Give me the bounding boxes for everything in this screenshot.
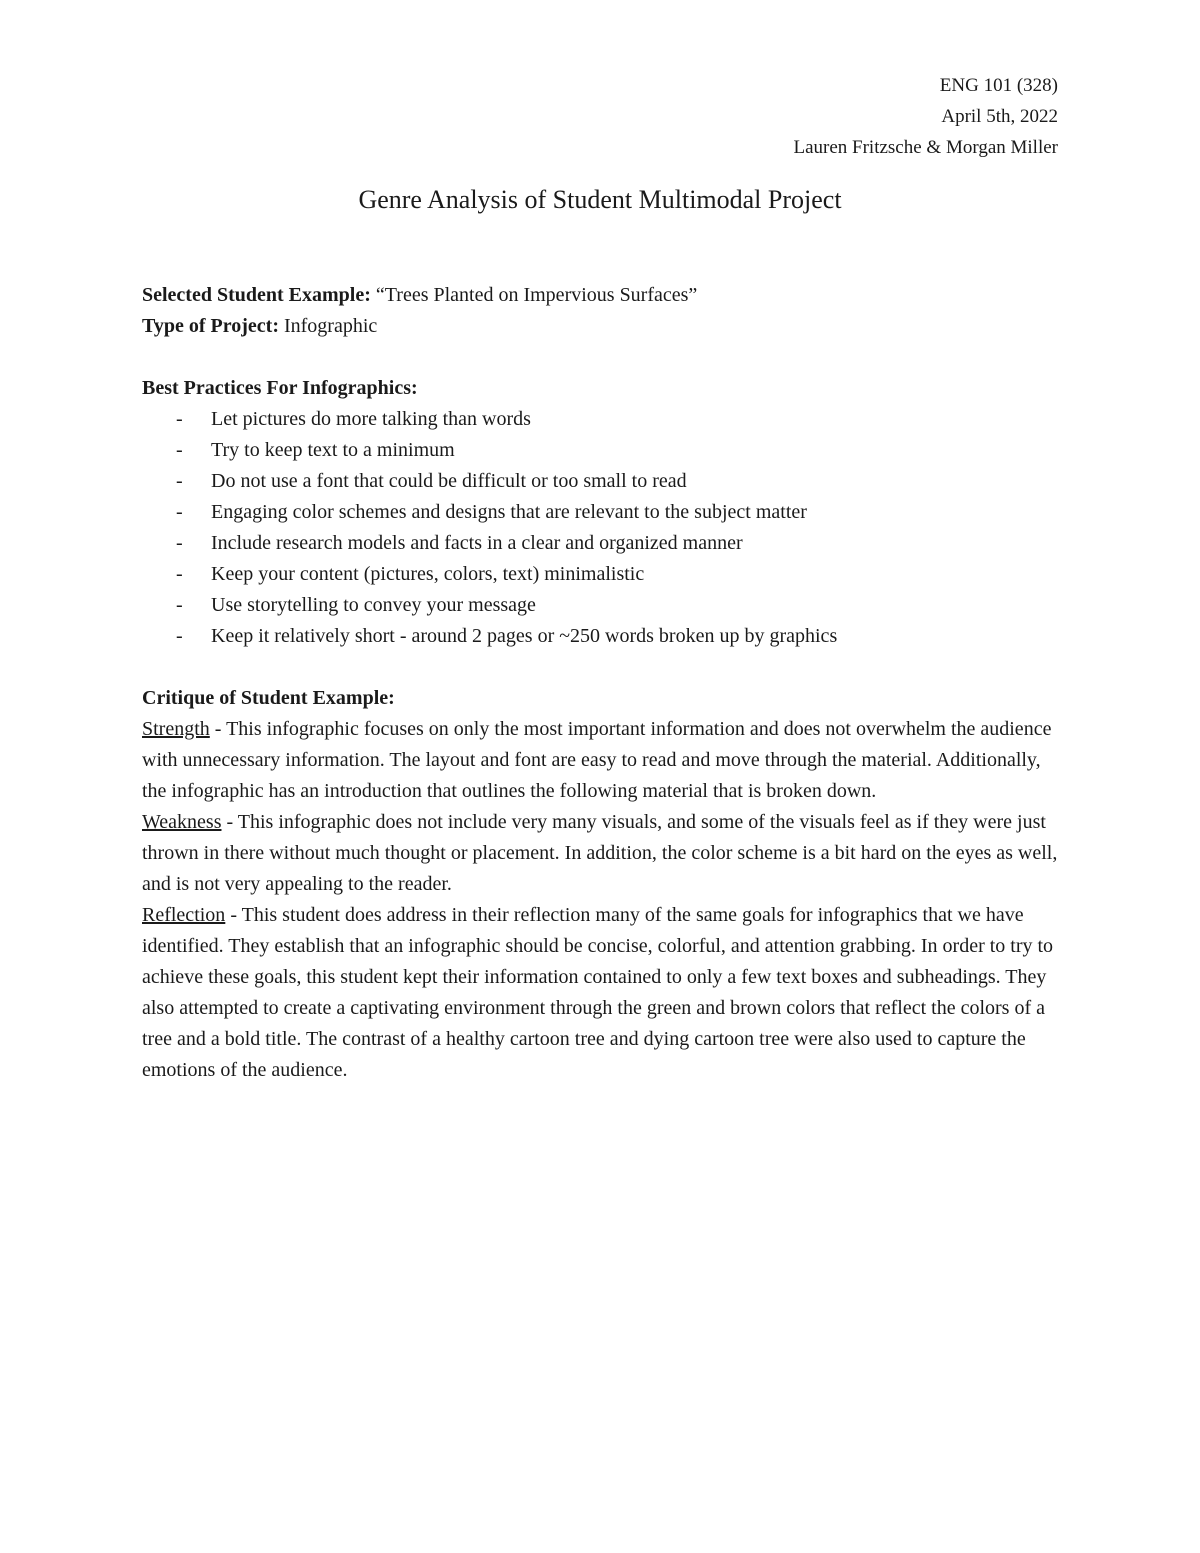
bullet-dash: -	[176, 408, 183, 430]
strength-label: Strength	[142, 718, 210, 740]
best-practices-heading	[142, 373, 1062, 404]
list-item	[176, 621, 1062, 652]
weakness-label: Weakness	[142, 811, 222, 833]
best-practices-heading-text: Best Practices For Infographics:	[142, 377, 418, 399]
critique-heading	[142, 683, 1062, 714]
list-item-text: Engaging color schemes and designs that are relevant to the subject matter	[211, 501, 807, 523]
project-type-value: Infographic	[278, 315, 378, 337]
bullet-dash: -	[176, 563, 183, 585]
bullet-dash: -	[176, 594, 183, 616]
selected-example-value: “Trees Planted on Impervious Surfaces”	[370, 284, 698, 306]
document-body	[142, 280, 1062, 1086]
weakness-paragraph	[142, 807, 1062, 900]
list-item	[176, 559, 1062, 590]
bullet-dash: -	[176, 470, 183, 492]
list-item	[176, 435, 1062, 466]
list-item-text: Include research models and facts in a clear and organized manner	[211, 532, 743, 554]
course-code: ENG 101 (328)	[939, 75, 1058, 96]
authors: Lauren Fritzsche & Morgan Miller	[793, 137, 1058, 158]
list-item-text: Do not use a font that could be difficult or too small to read	[211, 470, 687, 492]
bullet-dash: -	[176, 501, 183, 523]
spacer	[142, 652, 1062, 683]
list-item	[176, 404, 1062, 435]
reflection-text: - This student does address in their reflection many of the same goals for infographics that we have identified. They establish that an infographic should be concise, colorful, and attention grabbing. In order to try to achieve these goals, this student kept their information contained to only a few text boxes and subheadings. They also attempted to create a captivating environment through the green and brown colors that reflect the colors of a tree and a bold title. The contrast of a healthy cartoon tree and dying cartoon tree were also used to capture the emotions of the audience.	[142, 904, 1054, 1081]
project-type-line	[142, 311, 1062, 342]
critique-heading-text: Critique of Student Example:	[142, 687, 395, 709]
list-item-text: Keep your content (pictures, colors, text) minimalistic	[211, 563, 645, 585]
strength-text: - This infographic focuses on only the most important information and does not overwhelm the audience with unnecessary information. The layout and font are easy to read and move through the material. Additionally, the infographic has an introduction that outlines the following material that is broken down.	[142, 718, 1052, 802]
page-title: Genre Analysis of Student Multimodal Project	[358, 185, 842, 214]
best-practices-list	[142, 404, 1062, 652]
bullet-dash: -	[176, 439, 183, 461]
list-item-text: Keep it relatively short - around 2 pages or ~250 words broken up by graphics	[211, 625, 838, 647]
selected-example-line	[142, 280, 1062, 311]
list-item-text: Let pictures do more talking than words	[211, 408, 531, 430]
list-item-text: Try to keep text to a minimum	[211, 439, 455, 461]
project-type-label: Type of Project:	[142, 315, 279, 337]
document-date: April 5th, 2022	[941, 106, 1058, 127]
reflection-label: Reflection	[142, 904, 226, 926]
list-item	[176, 528, 1062, 559]
reflection-paragraph	[142, 900, 1062, 1086]
weakness-text: - This infographic does not include very many visuals, and some of the visuals feel as if they were just thrown in there without much thought or placement. In addition, the color scheme is a bit hard on the eyes as well, and is not very appealing to the reader.	[142, 811, 1058, 895]
spacer	[142, 342, 1062, 373]
bullet-dash: -	[176, 625, 183, 647]
selected-example-label: Selected Student Example:	[142, 284, 371, 306]
strength-paragraph	[142, 714, 1062, 807]
bullet-dash: -	[176, 532, 183, 554]
list-item	[176, 497, 1062, 528]
list-item-text: Use storytelling to convey your message	[211, 594, 536, 616]
list-item	[176, 590, 1062, 621]
header-block	[793, 70, 1058, 163]
list-item	[176, 466, 1062, 497]
